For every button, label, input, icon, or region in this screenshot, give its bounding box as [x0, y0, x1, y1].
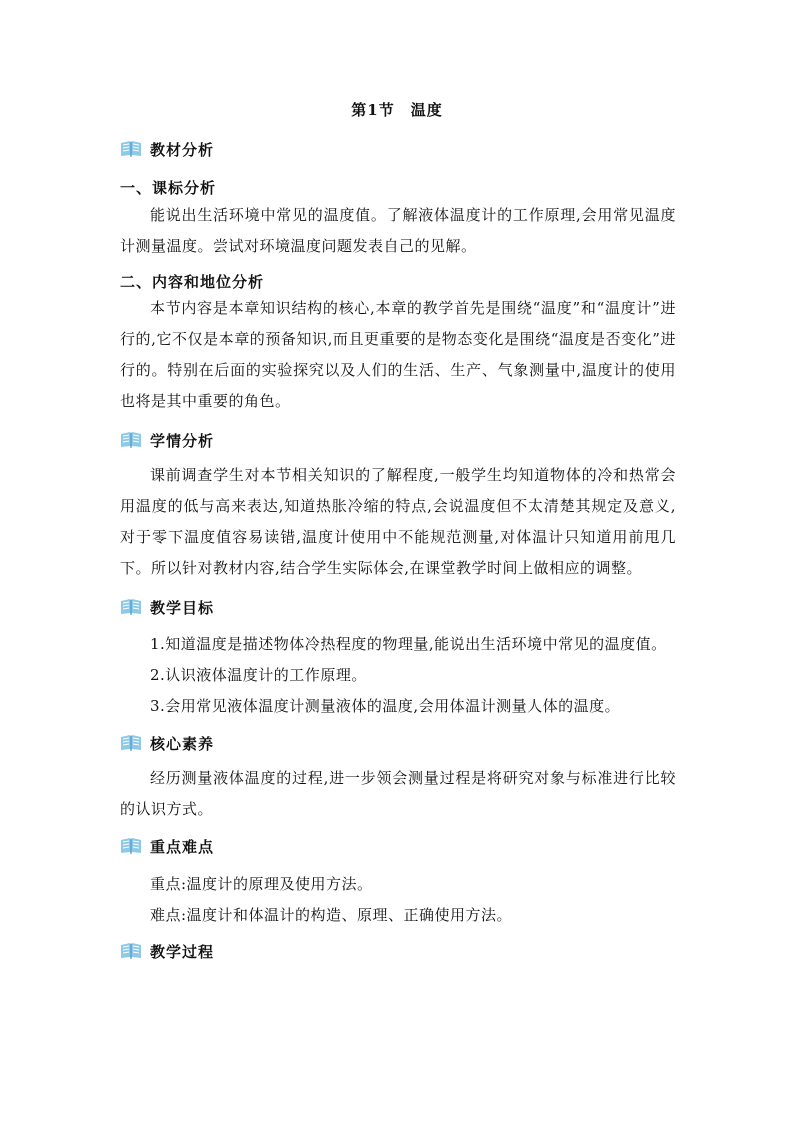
- open-book-icon: [120, 942, 142, 960]
- section-process: [120, 940, 214, 962]
- difficult-point: 难点:温度计和体温计的构造、原理、正确使用方法。: [150, 906, 513, 924]
- students-paragraph: 课前调查学生对本节相关知识的了解程度,一般学生均知道物体的冷和热常会用温度的低与高来表达,知道热胀冷缩的特点,会说温度但不太清楚其规定及意义,对于零下温度值容易读错,温度计使用中不能规范测量,对体温计只知道用前甩几下。所以针对教材内容,结合学生实际体会,在课堂教学时间上做相应的调整。: [120, 466, 676, 577]
- open-book-icon: [120, 837, 142, 855]
- curriculum-heading: 一、课标分析: [120, 179, 217, 197]
- literacy-paragraph: 经历测量液体温度的过程,进一步领会测量过程是将研究对象与标准进行比较的认识方式。: [120, 769, 676, 818]
- goal-item-3: 3.会用常见液体温度计测量液体的温度,会用体温计测量人体的温度。: [150, 697, 621, 715]
- section-literacy: [120, 732, 214, 754]
- section-label: 教材分析: [150, 140, 215, 159]
- goal-item-2: 2.认识液体温度计的工作原理。: [150, 666, 367, 684]
- open-book-icon: [120, 734, 142, 752]
- page-title: 第1节 温度: [351, 101, 443, 119]
- open-book-icon: [120, 140, 142, 158]
- section-label: 教学过程: [150, 942, 215, 961]
- key-point: 重点:温度计的原理及使用方法。: [150, 875, 373, 893]
- section-key: [120, 835, 214, 857]
- open-book-icon: [120, 598, 142, 616]
- section-analysis: [120, 138, 214, 160]
- section-label: 教学目标: [150, 598, 215, 617]
- goal-item-1: 1.知道温度是描述物体冷热程度的物理量,能说出生活环境中常见的温度值。: [150, 635, 667, 653]
- section-students: [120, 429, 214, 451]
- open-book-icon: [120, 431, 142, 449]
- section-goals: [120, 596, 214, 618]
- section-label: 学情分析: [150, 431, 215, 450]
- section-label: 重点难点: [150, 837, 215, 856]
- curriculum-paragraph: 能说出生活环境中常见的温度值。了解液体温度计的工作原理,会用常见温度计测量温度。尝试对环境温度问题发表自己的见解。: [120, 206, 676, 255]
- content-heading: 二、内容和地位分析: [120, 273, 265, 291]
- content-paragraph: 本节内容是本章知识结构的核心,本章的教学首先是围绕“温度”和“温度计”进行的,它不仅是本章的预备知识,而且更重要的是物态变化是围绕“温度是否变化”进行的。特别在后面的实验探究以及人们的生活、生产、气象测量中,温度计的使用也将是其中重要的角色。: [120, 299, 676, 410]
- section-label: 核心素养: [150, 734, 215, 753]
